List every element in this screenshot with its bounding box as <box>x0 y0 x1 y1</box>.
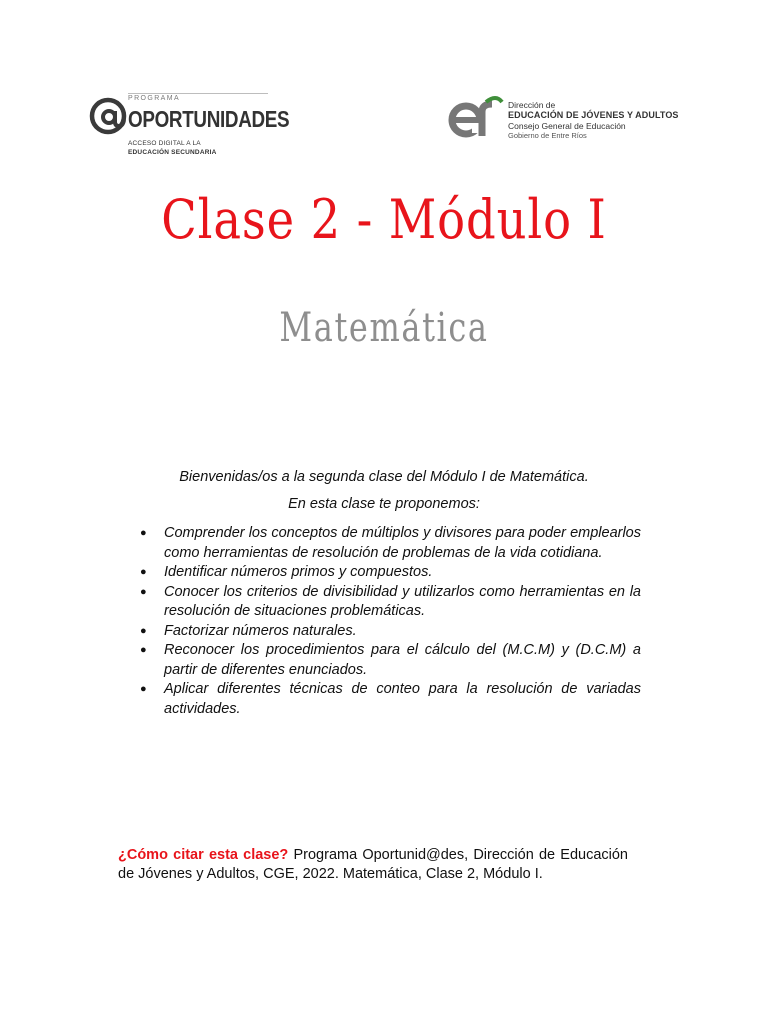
citation-question: ¿Cómo citar esta clase? <box>118 847 289 863</box>
list-item <box>136 641 641 680</box>
intro-block <box>0 468 768 522</box>
logo-tagline-1: ACCESO DIGITAL A LA <box>128 140 201 147</box>
page-title: Clase 2 - Módulo I <box>161 188 607 251</box>
objective-text: Conocer los criterios de divisibilidad y utilizarlos como herramientas en la resolución de situaciones problemáticas. <box>164 583 641 619</box>
objectives-list <box>136 524 641 719</box>
list-item <box>136 563 641 583</box>
list-item <box>136 524 641 563</box>
oportunidades-logo <box>88 90 288 162</box>
page-subtitle: Matemática <box>279 305 489 351</box>
logo-right-line-1: Dirección de <box>508 100 556 110</box>
bullet-icon: ● <box>140 585 147 598</box>
at-sign-icon <box>88 96 128 136</box>
objective-text: Factorizar números naturales. <box>164 622 357 639</box>
er-logo-mark-icon <box>448 96 504 140</box>
list-item <box>136 680 641 719</box>
bullet-icon: ● <box>140 566 147 578</box>
citation-text: Programa Oportunid@des, Dirección de Educación de Jóvenes y Adultos, CGE, 2022. Matemática, Clase 2, Módulo I. <box>118 847 628 882</box>
lead-text: En esta clase te proponemos: <box>288 496 480 512</box>
logo-right-line-2: EDUCACIÓN DE JÓVENES Y ADULTOS <box>508 110 679 120</box>
welcome-text: Bienvenidas/os a la segunda clase del Módulo I de Matemática. <box>179 469 589 485</box>
objective-text: Identificar números primos y compuestos. <box>164 564 433 580</box>
bullet-icon: ● <box>140 683 147 695</box>
list-item <box>136 622 641 642</box>
logo-right-line-3: Consejo General de Educación <box>508 121 626 131</box>
logo-tagline-2: EDUCACIÓN SECUNDARIA <box>128 149 217 156</box>
citation-block <box>118 846 628 883</box>
objective-text: Comprender los conceptos de múltiplos y divisores para poder emplearlos como herramientas de resolución de problemas de la vida cotidiana. <box>164 525 641 561</box>
logo-program-label: PROGRAMA <box>128 93 268 102</box>
logo-brand-name: OPORTUNIDADES <box>128 106 290 132</box>
bullet-icon: ● <box>140 527 147 539</box>
bullet-icon: ● <box>140 624 147 637</box>
bullet-icon: ● <box>140 644 147 656</box>
logo-right-line-4: Gobierno de Entre Ríos <box>508 131 587 140</box>
list-item <box>136 583 641 622</box>
objective-text: Aplicar diferentes técnicas de conteo para la resolución de variadas actividades. <box>164 681 641 717</box>
objective-text: Reconocer los procedimientos para el cálculo del (M.C.M) y (D.C.M) a partir de diferentes enunciados. <box>164 642 641 678</box>
direccion-logo <box>448 94 688 144</box>
